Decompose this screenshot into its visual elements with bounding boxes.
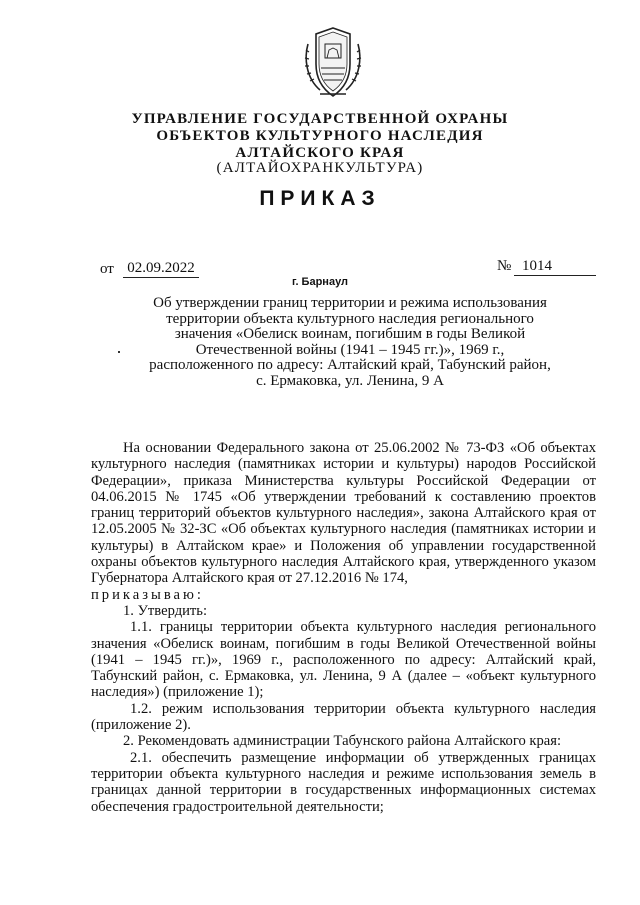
order-word: приказываю:: [91, 586, 204, 603]
number-label: №: [497, 258, 512, 274]
org-name-line-2: ОБЪЕКТОВ КУЛЬТУРНОГО НАСЛЕДИЯ: [156, 128, 484, 144]
item-1-2: 1.2. режим использования территории объекта культурного наследия (приложение 2).: [91, 700, 596, 734]
org-name-line-3: АЛТАЙСКОГО КРАЯ: [235, 145, 405, 161]
order-heading: [135, 296, 565, 389]
stray-dot: [118, 351, 120, 353]
heading-line: Отечественной войны (1941 – 1945 гг.)», 1969 г.,: [195, 341, 505, 358]
body-paragraph-basis: На основании Федерального закона от 25.06.2002 № 73-ФЗ «Об объектах культурного наследия (памятниках истории и культуры) народов Российской Федерации», приказа Министерства культуры Российской Федерации от 04.06.2015 № 1745 «Об утверждении требований к составлению проектов границ территорий объектов культурного наследия», закона Алтайского края от 12.05.2005 № 32-ЗС «Об объектах культурного наследия (памятниках истории и культуры) в Алтайском крае» и Положения об управлении государственной охраны объектов культурного наследия Алтайского края, утвержденного указом Губернатора Алтайского края от 27.12.2016 № 174,: [91, 440, 596, 587]
heading-line: расположенного по адресу: Алтайский край, Табунский район,: [149, 357, 551, 373]
document-number: 1014: [514, 257, 596, 276]
heading-line: территории объекта культурного наследия регионального: [166, 310, 534, 327]
heading-line: Об утверждении границ территории и режима использования: [153, 295, 547, 311]
org-short-name: (АЛТАЙОХРАНКУЛЬТУРА): [216, 160, 424, 176]
org-name-line-1: УПРАВЛЕНИЕ ГОСУДАРСТВЕННОЙ ОХРАНЫ: [131, 111, 509, 127]
item-1-1: 1.1. границы территории объекта культурного наследия регионального значения «Обелиск воинам, погибшим в годы Великой Отечественной войны (1941 – 1945 гг.)», 1969 г., расположенного по адресу: Алтайский край, Табунский район, с. Ермаковка, ул. Ленина, 9 А (далее – «объект культурного наследия») (приложение 1);: [91, 619, 596, 701]
item-1: 1. Утвердить:: [123, 602, 208, 619]
date-label: от: [100, 261, 114, 277]
document-title: ПРИКАЗ: [259, 187, 381, 210]
city: г. Барнаул: [291, 276, 349, 288]
heading-line: с. Ермаковка, ул. Ленина, 9 А: [256, 372, 444, 389]
document-date: 02.09.2022: [123, 259, 199, 278]
item-2: 2. Рекомендовать администрации Табунского района Алтайского края:: [123, 733, 562, 750]
order-body: [91, 440, 596, 815]
coat-of-arms-icon: [300, 24, 366, 100]
heading-line: значения «Обелиск воинам, погибшим в годы Великой: [174, 326, 526, 342]
item-2-1: 2.1. обеспечить размещение информации об утвержденных границах территории объекта культурного наследия и режиме использования земель в границах данной территории в государственных информационных системах обеспечения градостроительной деятельности;: [91, 749, 596, 815]
